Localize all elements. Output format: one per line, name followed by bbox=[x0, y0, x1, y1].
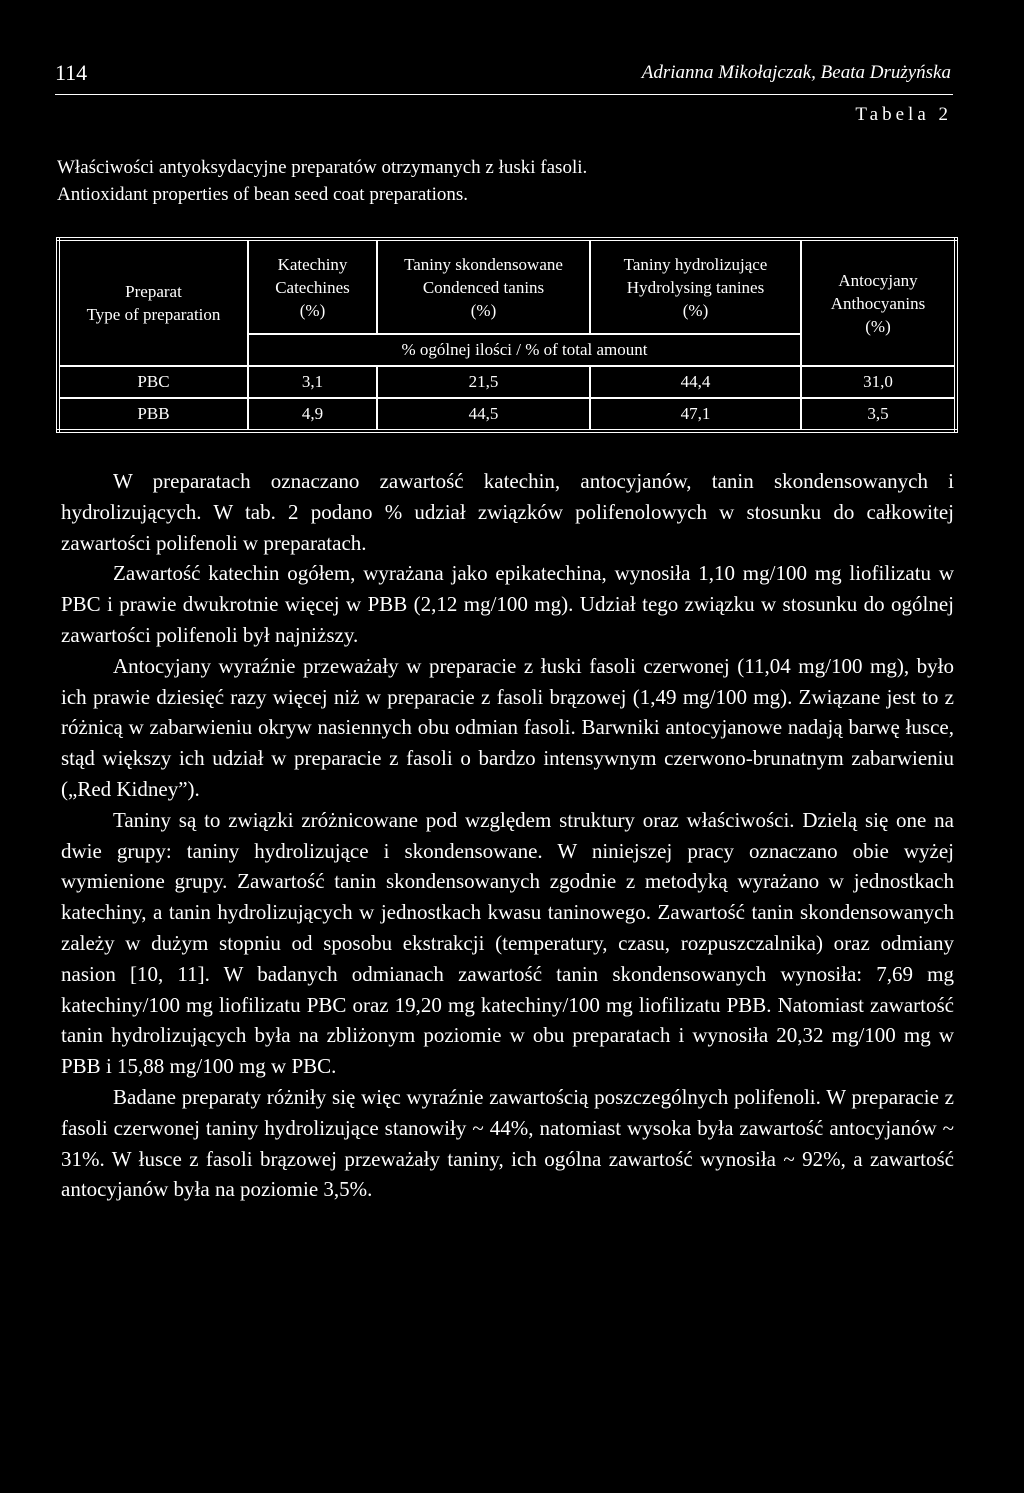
header-preparation-en: Type of preparation bbox=[86, 305, 221, 324]
row-pbb-condensed: 44,5 bbox=[377, 398, 590, 431]
header-catechines-en: Catechines bbox=[275, 277, 350, 297]
running-header-authors: Adrianna Mikołajczak, Beata Drużyńska bbox=[641, 62, 951, 83]
header-cell-catechines bbox=[248, 239, 377, 334]
header-anthocyanins-unit: (%) bbox=[865, 316, 891, 336]
row-pbb-catechines: 4,9 bbox=[248, 398, 377, 431]
header-condensed-pl: Taniny skondensowane bbox=[404, 254, 563, 274]
body-text bbox=[61, 466, 954, 1205]
header-cell-preparation bbox=[58, 239, 248, 366]
table-header-row bbox=[58, 239, 956, 334]
running-header bbox=[55, 60, 953, 95]
header-hydrolysing-unit: (%) bbox=[682, 300, 709, 320]
table-label: Tabela 2 bbox=[855, 104, 952, 125]
table-caption bbox=[57, 154, 587, 208]
header-cell-anthocyanins bbox=[801, 239, 956, 366]
row-pbc-condensed: 21,5 bbox=[377, 366, 590, 398]
table-row bbox=[58, 366, 956, 398]
row-pbb-anthocyanins: 3,5 bbox=[801, 398, 956, 431]
row-pbb-name: PBB bbox=[58, 398, 248, 431]
paragraph: W preparatach oznaczano zawartość katechin, antocyjanów, tanin skondensowanych i hydrolizujących. W tab. 2 podano % udział związków polifenolowych w stosunku do całkowitej zawartości polifenoli w preparatach. bbox=[61, 469, 954, 555]
header-condensed-unit: (%) bbox=[470, 300, 497, 320]
paragraph: Zawartość katechin ogółem, wyrażana jako epikatechina, wynosiła 1,10 mg/100 mg liofilizatu w PBC i prawie dwukrotnie więcej w PBB (2,12 mg/100 mg). Udział tego związku w stosunku do ogólnej zawartości polifenoli był najniższy. bbox=[61, 561, 954, 647]
paragraph: Antocyjany wyraźnie przeważały w preparacie z łuski fasoli czerwonej (11,04 mg/100 mg), było ich prawie dziesięć razy więcej niż w preparacie z fasoli brązowej (1,49 mg/100 mg). Związane jest to z różnicą w zabarwieniu okryw nasiennych obu odmian fasoli. Barwniki antocyjanowe nadają barwę łusce, stąd większy ich udział w preparacie z fasoli o bardzo intensywnym czerwono-brunatnym zabarwieniu („Red Kidney”). bbox=[61, 653, 954, 801]
header-anthocyanins-en: Anthocyanins bbox=[830, 293, 926, 313]
paragraph: Taniny są to związki zróżnicowane pod względem struktury oraz właściwości. Dzielą się one na dwie grupy: taniny hydrolizujące i skondensowane. W niniejszej pracy oznaczano obie wyżej wymienione grupy. Zawartość tanin skondensowanych zgodnie z metodyką wyrażano w jednostkach katechiny, a tanin hydrolizujących w jednostkach kwasu taninowego. Zawartość tanin skondensowanych zależy w dużym stopniu od sposobu ekstrakcji (temperatury, czasu, rozpuszczalnika) oraz odmiany nasion [10, 11]. W badanych odmianach zawartość tanin skondensowanych wynosiła: 7,69 mg katechiny/100 mg liofilizatu PBC oraz 19,20 mg katechiny/100 mg liofilizatu PBB. Natomiast zawartość tanin hydrolizujących była na zbliżonym poziomie w obu preparatach i wynosiła 20,32 mg/100 mg w PBB i 15,88 mg/100 mg w PBC. bbox=[61, 807, 954, 1079]
caption-english: Antioxidant properties of bean seed coat preparations. bbox=[57, 184, 468, 205]
caption-polish: Właściwości antyoksydacyjne preparatów otrzymanych z łuski fasoli. bbox=[57, 157, 588, 178]
header-anthocyanins-pl: Antocyjany bbox=[838, 270, 918, 290]
paragraph: Badane preparaty różniły się więc wyraźnie zawartością poszczególnych polifenoli. W preparacie z fasoli czerwonej taniny hydrolizujące stanowiły ~ 44%, natomiast wysoka była zawartość antocyjanów ~ 31%. W łusce z fasoli brązowej przeważały taniny, ich ogólna zawartość wynosiła ~ 92%, a zawartość antocyjanów była na poziomie 3,5%. bbox=[61, 1084, 954, 1202]
header-condensed-en: Condenced tanins bbox=[422, 277, 545, 297]
amount-label: % ogólnej ilości / % of total amount bbox=[248, 334, 801, 366]
header-cell-condensed-tanins bbox=[377, 239, 590, 334]
row-pbb-hydrolysing: 47,1 bbox=[590, 398, 801, 431]
row-pbc-anthocyanins: 31,0 bbox=[801, 366, 956, 398]
header-catechines-unit: (%) bbox=[299, 300, 326, 320]
row-pbc-hydrolysing: 44,4 bbox=[590, 366, 801, 398]
header-hydrolysing-en: Hydrolysing tanines bbox=[626, 277, 765, 297]
header-cell-hydrolysing-tanines bbox=[590, 239, 801, 334]
header-catechines-pl: Katechiny bbox=[277, 254, 348, 274]
page-number: 114 bbox=[55, 60, 88, 85]
row-pbc-name: PBC bbox=[58, 366, 248, 398]
data-table bbox=[56, 237, 958, 433]
header-hydrolysing-pl: Taniny hydrolizujące bbox=[623, 254, 768, 274]
header-preparation-pl: Preparat bbox=[125, 282, 182, 301]
table-row bbox=[58, 398, 956, 431]
row-pbc-catechines: 3,1 bbox=[248, 366, 377, 398]
